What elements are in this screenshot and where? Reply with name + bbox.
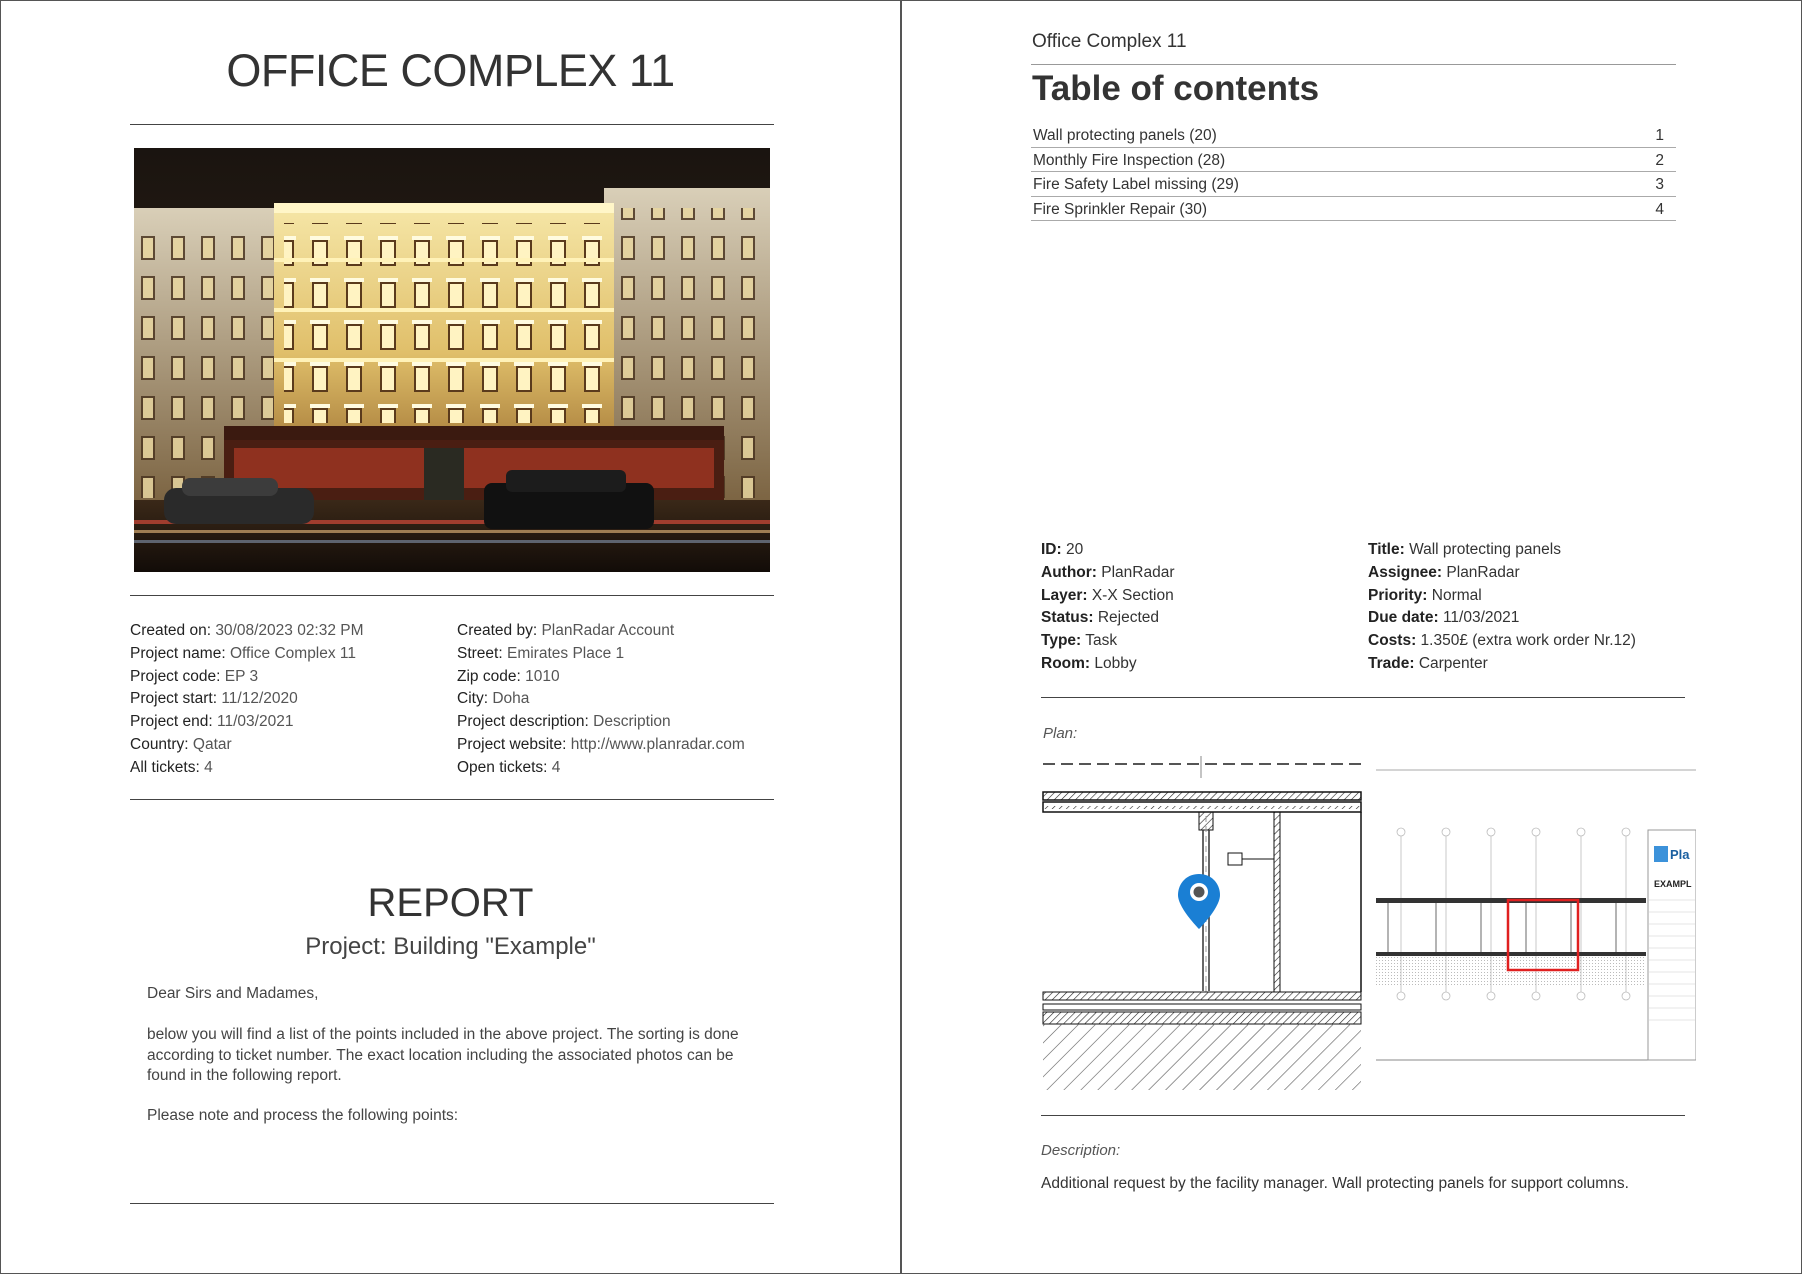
letter-body (147, 1025, 747, 1087)
project-website-link[interactable]: http://www.planradar.com (570, 735, 745, 753)
meta-row: Assignee: PlanRadar (1368, 563, 1520, 581)
meta-row: Layer: X-X Section (1041, 586, 1174, 604)
info-row: Zip code: 1010 (457, 667, 560, 685)
report-title: REPORT (367, 881, 534, 925)
table-of-contents (1031, 123, 1676, 221)
divider (1031, 64, 1676, 65)
plan-label: Plan: (1043, 725, 1078, 742)
ticket-meta-left (1041, 539, 1175, 676)
info-row: Created by: PlanRadar Account (457, 622, 675, 639)
project-info-left (130, 620, 364, 780)
location-pin-icon (1178, 874, 1220, 929)
letter-salutation: Dear Sirs and Madames, (147, 985, 319, 1002)
meta-row: Type: Task (1041, 632, 1118, 650)
cover-title: OFFICE COMPLEX 11 (226, 45, 675, 96)
meta-row: Priority: Normal (1368, 586, 1482, 604)
divider (130, 124, 774, 125)
info-row[interactable]: Project website: http://www.planradar.com (457, 735, 745, 753)
info-row: Street: Emirates Place 1 (457, 644, 625, 662)
divider (130, 799, 774, 800)
toc-title: Table of contents (1032, 69, 1320, 108)
info-row: Project description: Description (457, 713, 671, 731)
meta-row: Title: Wall protecting panels (1368, 541, 1561, 558)
meta-row: Costs: 1.350£ (extra work order Nr.12) (1368, 632, 1636, 650)
info-row: All tickets: 4 (130, 758, 213, 776)
info-row: Project name: Office Complex 11 (130, 644, 357, 662)
page-header: Office Complex 11 (1032, 31, 1187, 52)
info-row: Project start: 11/12/2020 (130, 690, 298, 708)
divider (1041, 697, 1685, 698)
plan-stamp-title: EXAMPL (1654, 879, 1692, 889)
toc-item[interactable]: Fire Sprinkler Repair (30) 4 (1031, 197, 1676, 222)
plan-stamp-text: Pla (1670, 847, 1690, 862)
ticket-meta-right (1368, 539, 1636, 676)
cover-photo (134, 148, 770, 572)
info-row: City: Doha (457, 690, 530, 708)
info-row: Open tickets: 4 (457, 758, 561, 776)
divider (130, 1203, 774, 1204)
divider (130, 595, 774, 596)
ticket-page (901, 0, 1802, 1274)
report-subtitle: Project: Building "Example" (305, 933, 596, 960)
plan-detail-view[interactable] (1041, 756, 1363, 1093)
letter-closing: Please note and process the following points: (147, 1107, 459, 1124)
toc-item[interactable]: Monthly Fire Inspection (28) 2 (1031, 148, 1676, 173)
description-label: Description: (1041, 1142, 1121, 1159)
meta-row: Author: PlanRadar (1041, 563, 1175, 581)
description-text: Additional request by the facility manager. Wall protecting panels for support columns. (1041, 1175, 1629, 1192)
letter-line: below you will find a list of the points included in the above project. The sorting is done (147, 1026, 739, 1043)
info-row: Project code: EP 3 (130, 667, 259, 685)
meta-row: Status: Rejected (1041, 609, 1160, 627)
meta-row: Trade: Carpenter (1368, 654, 1488, 672)
letter-line: found in the following report. (147, 1067, 342, 1084)
info-row: Country: Qatar (130, 735, 232, 753)
meta-row: ID: 20 (1041, 541, 1084, 558)
toc-item[interactable]: Wall protecting panels (20) 1 (1031, 123, 1676, 148)
divider (1041, 1115, 1685, 1116)
info-row: Created on: 30/08/2023 02:32 PM (130, 622, 364, 639)
letter-line: according to ticket number. The exact location including the associated photos can be (147, 1046, 734, 1064)
meta-row: Due date: 11/03/2021 (1368, 609, 1520, 627)
meta-row: Room: Lobby (1041, 654, 1137, 672)
plan-overview[interactable] (1376, 762, 1696, 1072)
toc-item[interactable]: Fire Safety Label missing (29) 3 (1031, 172, 1676, 197)
project-info-right (457, 620, 745, 780)
info-row: Project end: 11/03/2021 (130, 713, 294, 731)
